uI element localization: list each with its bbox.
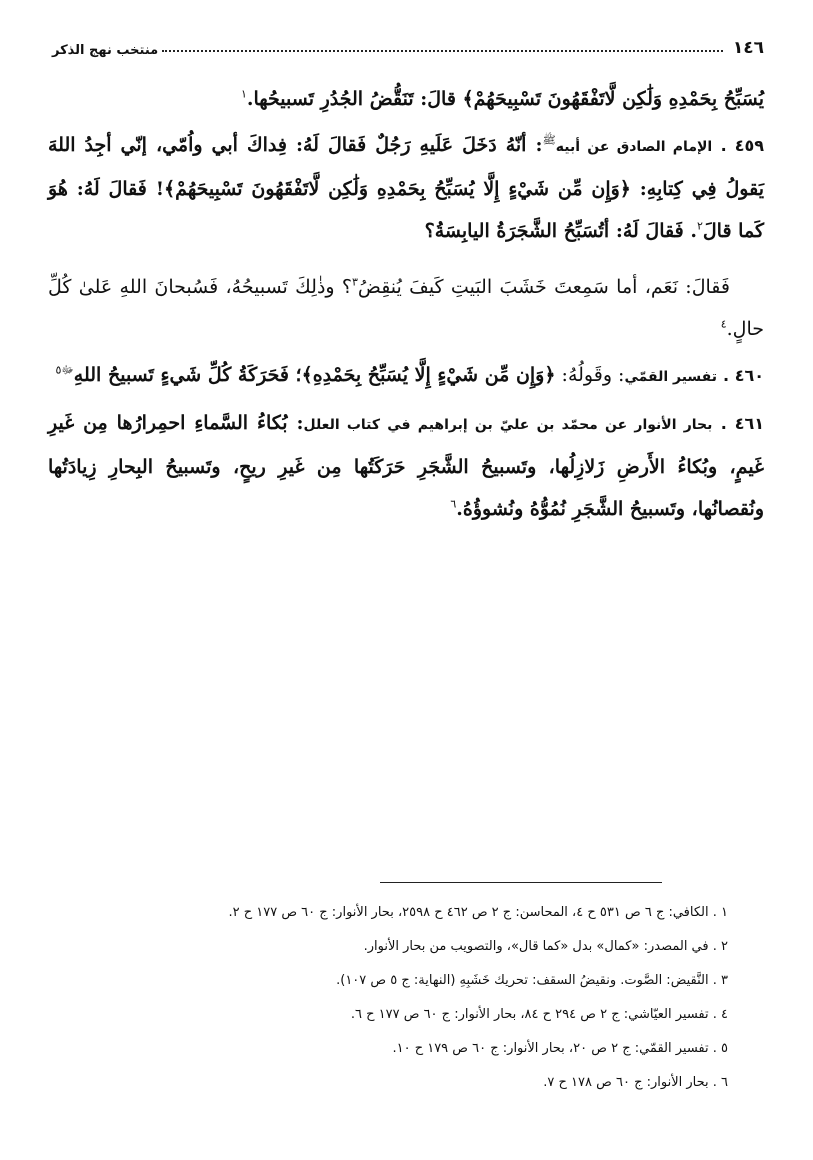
hadith-lead: : وقَولُهُ:: [555, 364, 625, 386]
footnote-ref: ٥: [55, 363, 62, 377]
hadith-text: فَقالَ: نَعَم، أما سَمِعتَ خَشَبَ البَيتِ كَيفَ يُنقِضُ: [357, 276, 731, 298]
footnote-ref: ١: [240, 87, 247, 101]
running-header: [52, 34, 764, 58]
hadith-source: الإمام الصادق عن أبيه: [555, 139, 713, 155]
footnote-ref: ٣: [352, 275, 358, 289]
footnote-divider: [380, 882, 662, 883]
hadith-text: ﴿وَإِن مِّن شَيْءٍ إِلَّا يُسَبِّحُ بِحَمْدِهِ﴾؛ فَحَرَكَةُ كُلِّ شَيءٍ تَسبيحُ اللهِ: [73, 364, 556, 386]
honorific-glyph: ﷺ: [542, 133, 556, 147]
hadith-text: : أنّهُ دَخَلَ عَلَيهِ رَجُلٌ فَقالَ لَهُ: فِداكَ أبي واُمّي، إنّي أجِدُ اللهَ يَقولُ فِي كِتابِهِ: ﴿وَإِن مِّن شَيْءٍ إِلَّا يُسَبِّحُ بِحَمْدِهِ وَلَٰكِن لَّاتَفْقَهُونَ تَسْبِيحَهُمْ﴾! فَقالَ لَهُ: هُوَ كَما قالَ: [48, 134, 764, 242]
honorific-glyph: ﷻ: [61, 363, 74, 377]
continuation-paragraph: [48, 78, 764, 120]
hadith-text-tail: . فَقالَ لَهُ: أتُسَبِّحُ الشَّجَرَةُ اليابِسَةُ؟: [424, 220, 697, 242]
footnote-5: ٥ . تفسير القمّي: ج ٢ ص ٢٠، بحار الأنوار: ج ٦٠ ص ١٧٩ ح ١٠.: [392, 1041, 728, 1056]
header-dotted-leader: [162, 50, 723, 52]
hadith-entry-459: [48, 124, 764, 252]
page-number: ١٤٦: [732, 38, 764, 58]
hadith-459-paragraph-2: [48, 266, 764, 350]
continuation-text: يُسَبِّحُ بِحَمْدِهِ وَلَٰكِن لَّاتَفْقَهُونَ تَسْبِيحَهُمْ﴾ قالَ: تَنَقُّضُ الجُدُرِ تَسبيحُها.: [246, 88, 764, 110]
footnote-6: ٦ . بحار الأنوار: ج ٦٠ ص ١٧٨ ح ٧.: [543, 1075, 728, 1090]
footnote-4: ٤ . تفسير العيّاشي: ج ٢ ص ٢٩٤ ح ٨٤، بحار الأنوار: ج ٦٠ ص ١٧٧ ح ٦.: [350, 1007, 728, 1022]
footnote-ref: ٦: [450, 497, 457, 511]
hadith-entry-461: [48, 402, 764, 530]
hadith-source: بحار الأنوار عن محمّد بن عليّ بن إبراهيم في كتاب العلل: [303, 417, 713, 433]
footnote-ref: ٤: [720, 317, 727, 331]
footnote-2: ٢ . في المصدر: «كمال» بدل «كما قال»، والتصويب من بحار الأنوار.: [363, 939, 728, 954]
footnote-1: ١ . الكافي: ج ٦ ص ٥٣١ ح ٤، المحاسن: ج ٢ ص ٤٦٢ ح ٢٥٩٨، بحار الأنوار: ج ٦٠ ص ١٧٧ ح ٢.: [228, 905, 728, 920]
footnotes: [100, 896, 728, 1100]
footnote-3: ٣ . النَّقيض: الصَّوت. ونقيضُ السقف: تحريك خَشَبِهِ (النهاية: ج ٥ ص ١٠٧).: [336, 973, 728, 988]
hadith-source: تفسير القمّي: [624, 369, 717, 385]
book-title: منتخب نهج الذكر: [52, 43, 159, 58]
hadith-text: : بُكاءُ السَّماءِ احمِرارُها مِن غَيرِ غَيمٍ، وبُكاءُ الأَرضِ زَلازِلُها، وتَسبيحُ الشَّجَرِ حَرَكَتُها مِن غَيرِ ريحٍ، وتَسبيحُ البِحارِ زِيادَتُها ونُقصانُها، وتَسبيحُ الشَّجَرِ نُمُوُّهُ ونُشوؤُهُ.: [48, 412, 764, 520]
footnote-ref: ٢: [696, 219, 703, 233]
hadith-number: ٤٦٠ .: [723, 366, 764, 385]
hadith-number: ٤٥٩ .: [720, 136, 764, 155]
hadith-number: ٤٦١ .: [720, 414, 764, 433]
main-text: [48, 78, 764, 530]
hadith-text-tail: ؟ وذٰلِكَ تَسبيحُهُ، فَسُبحانَ اللهِ عَلىٰ كُلِّ حالٍ.: [48, 276, 764, 340]
hadith-entry-460: [48, 354, 764, 398]
